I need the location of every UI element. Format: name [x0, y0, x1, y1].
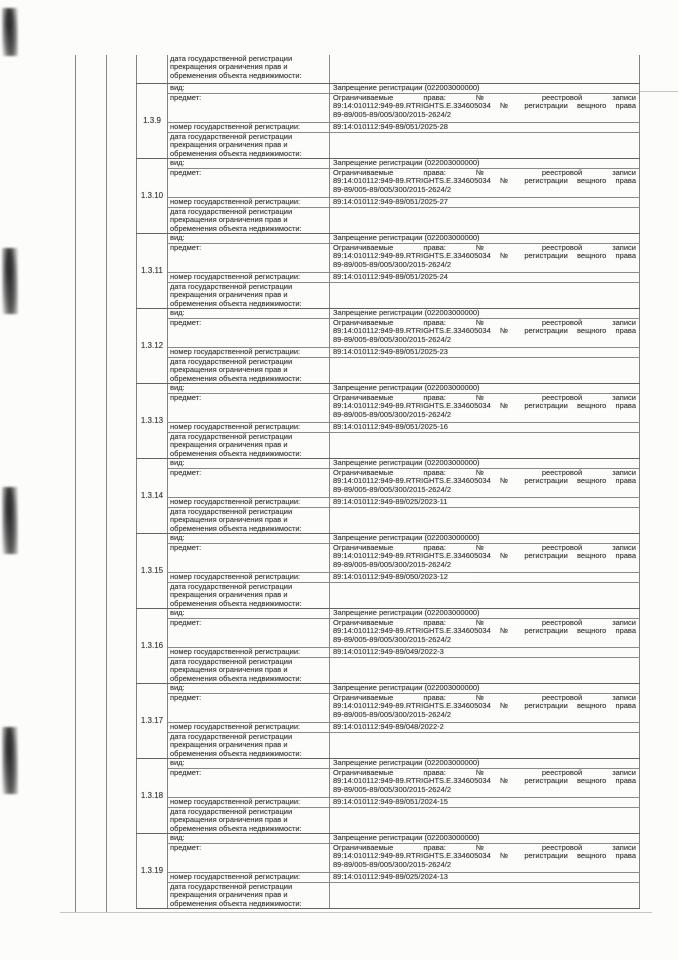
row-number: 1.3.14: [136, 459, 168, 533]
field-label-termination-date: дата государственной регистрации прекращения ограничения прав и обременения объекта недвижимости:: [168, 358, 330, 383]
field-label-termination-date: дата государственной регистрации прекращения ограничения прав и обременения объекта недвижимости:: [168, 583, 330, 608]
field-label-vid: вид:: [168, 309, 330, 318]
field-label-predmet: предмет:: [168, 394, 330, 422]
field-value-predmet: [330, 844, 640, 872]
table-row: [136, 309, 640, 384]
field-label-predmet: предмет:: [168, 319, 330, 347]
field-label-registration-number: номер государственной регистрации:: [168, 123, 330, 132]
field-value-registration-number: 89:14:010112:949-89/051/2025-28: [330, 123, 640, 132]
predmet-line-1: Ограничиваемые права: № реестровой записи: [333, 319, 636, 327]
predmet-line-2: 89:14:010112:949-89.RTRIGHTS.E.334605034 № регистрации вещного права: [333, 476, 636, 486]
predmet-line-1: Ограничиваемые права: № реестровой записи: [333, 619, 636, 627]
predmet-line-1: Ограничиваемые права: № реестровой записи: [333, 694, 636, 702]
field-value-vid: Запрещение регистрации (022003000000): [330, 234, 640, 243]
field-value-termination-date: [330, 433, 640, 458]
field-value-vid: Запрещение регистрации (022003000000): [330, 159, 640, 168]
field-label-predmet: предмет:: [168, 694, 330, 722]
field-value-registration-number: 89:14:010112:949-89/049/2022-3: [330, 648, 640, 657]
predmet-line-3: 89-89/005-89/005/300/2015-2624/2: [333, 184, 452, 194]
predmet-line-3: 89-89/005-89/005/300/2015-2624/2: [333, 784, 452, 794]
predmet-line-2: 89:14:010112:949-89.RTRIGHTS.E.334605034 № регистрации вещного права: [333, 776, 636, 786]
predmet-line-2: 89:14:010112:949-89.RTRIGHTS.E.334605034 № регистрации вещного права: [333, 701, 636, 711]
field-label-registration-number: номер государственной регистрации:: [168, 873, 330, 882]
registration-restrictions-table: [136, 55, 640, 909]
field-value-termination-date: [330, 208, 640, 233]
field-value-registration-number: 89:14:010112:949-89/051/2025-16: [330, 423, 640, 432]
predmet-line-3: 89-89/005-89/005/300/2015-2624/2: [333, 259, 452, 269]
predmet-line-2: 89:14:010112:949-89.RTRIGHTS.E.334605034 № регистрации вещного права: [333, 851, 636, 861]
predmet-line-2: 89:14:010112:949-89.RTRIGHTS.E.334605034 № регистрации вещного права: [333, 251, 636, 261]
predmet-line-1: Ограничиваемые права: № реестровой записи: [333, 844, 636, 852]
field-value-termination-date: [330, 133, 640, 158]
predmet-line-1: Ограничиваемые права: № реестровой записи: [333, 394, 636, 402]
field-value-predmet: [330, 394, 640, 422]
field-label-vid: вид:: [168, 384, 330, 393]
field-label-termination-date: дата государственной регистрации прекращения ограничения прав и обременения объекта недвижимости:: [168, 55, 330, 83]
table-row: [136, 459, 640, 534]
field-label-predmet: предмет:: [168, 544, 330, 572]
scan-smudge-artifact: [2, 487, 18, 554]
field-value-vid: Запрещение регистрации (022003000000): [330, 684, 640, 693]
field-label-vid: вид:: [168, 609, 330, 618]
table-row: [136, 834, 640, 909]
field-value-termination-date: [330, 808, 640, 833]
field-label-termination-date: дата государственной регистрации прекращения ограничения прав и обременения объекта недвижимости:: [168, 883, 330, 908]
field-label-registration-number: номер государственной регистрации:: [168, 198, 330, 207]
field-label-registration-number: номер государственной регистрации:: [168, 648, 330, 657]
field-label-predmet: предмет:: [168, 94, 330, 122]
row-number: 1.3.19: [136, 834, 168, 908]
predmet-line-3: 89-89/005-89/005/300/2015-2624/2: [333, 859, 452, 869]
predmet-line-1: Ограничиваемые права: № реестровой записи: [333, 244, 636, 252]
row-number: [136, 55, 168, 83]
predmet-line-2: 89:14:010112:949-89.RTRIGHTS.E.334605034 № регистрации вещного права: [333, 326, 636, 336]
field-value-termination-date: [330, 658, 640, 683]
predmet-line-3: 89-89/005-89/005/300/2015-2624/2: [333, 409, 452, 419]
field-value-vid: Запрещение регистрации (022003000000): [330, 309, 640, 318]
field-label-registration-number: номер государственной регистрации:: [168, 723, 330, 732]
field-value-registration-number: 89:14:010112:949-89/050/2023-12: [330, 573, 640, 582]
predmet-line-2: 89:14:010112:949-89.RTRIGHTS.E.334605034 № регистрации вещного права: [333, 551, 636, 561]
row-number: 1.3.13: [136, 384, 168, 458]
field-value-termination-date: [330, 733, 640, 758]
field-label-termination-date: дата государственной регистрации прекращения ограничения прав и обременения объекта недвижимости:: [168, 808, 330, 833]
field-label-termination-date: дата государственной регистрации прекращения ограничения прав и обременения объекта недвижимости:: [168, 133, 330, 158]
predmet-line-1: Ограничиваемые права: № реестровой записи: [333, 769, 636, 777]
field-label-termination-date: дата государственной регистрации прекращения ограничения прав и обременения объекта недвижимости:: [168, 733, 330, 758]
field-value-registration-number: 89:14:010112:949-89/025/2023-11: [330, 498, 640, 507]
predmet-line-3: 89-89/005-89/005/300/2015-2624/2: [333, 709, 452, 719]
table-row: [136, 684, 640, 759]
field-label-vid: вид:: [168, 834, 330, 843]
field-label-termination-date: дата государственной регистрации прекращения ограничения прав и обременения объекта недвижимости:: [168, 283, 330, 308]
field-value-predmet: [330, 769, 640, 797]
predmet-line-1: Ограничиваемые права: № реестровой записи: [333, 94, 636, 102]
field-value-predmet: [330, 319, 640, 347]
field-value-registration-number: 89:14:010112:949-89/051/2025-23: [330, 348, 640, 357]
row-number: 1.3.18: [136, 759, 168, 833]
field-label-vid: вид:: [168, 84, 330, 93]
field-label-vid: вид:: [168, 684, 330, 693]
field-value-vid: Запрещение регистрации (022003000000): [330, 84, 640, 93]
predmet-line-3: 89-89/005-89/005/300/2015-2624/2: [333, 334, 452, 344]
field-label-vid: вид:: [168, 159, 330, 168]
row-number: 1.3.16: [136, 609, 168, 683]
field-value-registration-number: 89:14:010112:949-89/048/2022-2: [330, 723, 640, 732]
field-label-vid: вид:: [168, 459, 330, 468]
field-value-predmet: [330, 94, 640, 122]
field-label-termination-date: дата государственной регистрации прекращения ограничения прав и обременения объекта недвижимости:: [168, 658, 330, 683]
table-row: [136, 159, 640, 234]
field-value-termination-date: [330, 358, 640, 383]
table-outer-rule-left: [75, 55, 76, 912]
row-number: 1.3.10: [136, 159, 168, 233]
row-number: 1.3.17: [136, 684, 168, 758]
field-label-predmet: предмет:: [168, 469, 330, 497]
field-label-registration-number: номер государственной регистрации:: [168, 348, 330, 357]
predmet-line-3: 89-89/005-89/005/300/2015-2624/2: [333, 109, 452, 119]
field-value-predmet: [330, 694, 640, 722]
field-label-vid: вид:: [168, 234, 330, 243]
field-label-predmet: предмет:: [168, 619, 330, 647]
predmet-line-1: Ограничиваемые права: № реестровой записи: [333, 544, 636, 552]
row-number: 1.3.12: [136, 309, 168, 383]
scan-smudge-artifact: [2, 727, 18, 794]
field-label-registration-number: номер государственной регистрации:: [168, 798, 330, 807]
table-row: [136, 84, 640, 159]
predmet-line-3: 89-89/005-89/005/300/2015-2624/2: [333, 634, 452, 644]
field-label-vid: вид:: [168, 534, 330, 543]
field-value-predmet: [330, 169, 640, 197]
field-value-termination-date: [330, 283, 640, 308]
row-number: 1.3.9: [136, 84, 168, 158]
table-row: [136, 609, 640, 684]
field-value-registration-number: 89:14:010112:949-89/051/2024-15: [330, 798, 640, 807]
field-label-registration-number: номер государственной регистрации:: [168, 273, 330, 282]
field-value-termination-date: [330, 55, 640, 83]
field-value-predmet: [330, 619, 640, 647]
predmet-line-3: 89-89/005-89/005/300/2015-2624/2: [333, 559, 452, 569]
field-label-termination-date: дата государственной регистрации прекращения ограничения прав и обременения объекта недвижимости:: [168, 508, 330, 533]
field-value-vid: Запрещение регистрации (022003000000): [330, 534, 640, 543]
table-outer-rule-second: [106, 55, 107, 912]
scan-smudge-artifact: [2, 248, 18, 314]
field-label-predmet: предмет:: [168, 244, 330, 272]
field-value-predmet: [330, 544, 640, 572]
predmet-line-1: Ограничиваемые права: № реестровой записи: [333, 469, 636, 477]
field-value-termination-date: [330, 583, 640, 608]
field-value-vid: Запрещение регистрации (022003000000): [330, 759, 640, 768]
field-label-vid: вид:: [168, 759, 330, 768]
table-row: [136, 384, 640, 459]
scan-line-artifact: [640, 91, 678, 92]
field-value-vid: Запрещение регистрации (022003000000): [330, 384, 640, 393]
field-value-vid: Запрещение регистрации (022003000000): [330, 459, 640, 468]
field-label-termination-date: дата государственной регистрации прекращения ограничения прав и обременения объекта недвижимости:: [168, 433, 330, 458]
field-label-predmet: предмет:: [168, 769, 330, 797]
row-number: 1.3.11: [136, 234, 168, 308]
predmet-line-2: 89:14:010112:949-89.RTRIGHTS.E.334605034 № регистрации вещного права: [333, 401, 636, 411]
predmet-line-2: 89:14:010112:949-89.RTRIGHTS.E.334605034 № регистрации вещного права: [333, 101, 636, 111]
table-row: [136, 234, 640, 309]
predmet-line-2: 89:14:010112:949-89.RTRIGHTS.E.334605034 № регистрации вещного права: [333, 626, 636, 636]
table-row: [136, 534, 640, 609]
field-value-termination-date: [330, 883, 640, 908]
field-label-predmet: предмет:: [168, 844, 330, 872]
field-value-registration-number: 89:14:010112:949-89/051/2025-24: [330, 273, 640, 282]
predmet-line-1: Ограничиваемые права: № реестровой записи: [333, 169, 636, 177]
field-label-predmet: предмет:: [168, 169, 330, 197]
field-value-predmet: [330, 469, 640, 497]
field-label-registration-number: номер государственной регистрации:: [168, 423, 330, 432]
field-label-registration-number: номер государственной регистрации:: [168, 498, 330, 507]
field-value-termination-date: [330, 508, 640, 533]
field-value-predmet: [330, 244, 640, 272]
field-value-registration-number: 89:14:010112:949-89/051/2025-27: [330, 198, 640, 207]
table-row: [136, 759, 640, 834]
row-number: 1.3.15: [136, 534, 168, 608]
field-value-registration-number: 89:14:010112:949-89/025/2024-13: [330, 873, 640, 882]
record-blocks: [136, 84, 640, 909]
scan-smudge-artifact: [2, 8, 18, 56]
scan-line-artifact: [60, 912, 652, 913]
predmet-line-2: 89:14:010112:949-89.RTRIGHTS.E.334605034 № регистрации вещного права: [333, 176, 636, 186]
field-label-registration-number: номер государственной регистрации:: [168, 573, 330, 582]
field-value-vid: Запрещение регистрации (022003000000): [330, 834, 640, 843]
table-row-partial: [136, 55, 640, 84]
predmet-line-3: 89-89/005-89/005/300/2015-2624/2: [333, 484, 452, 494]
field-label-termination-date: дата государственной регистрации прекращения ограничения прав и обременения объекта недвижимости:: [168, 208, 330, 233]
field-value-vid: Запрещение регистрации (022003000000): [330, 609, 640, 618]
